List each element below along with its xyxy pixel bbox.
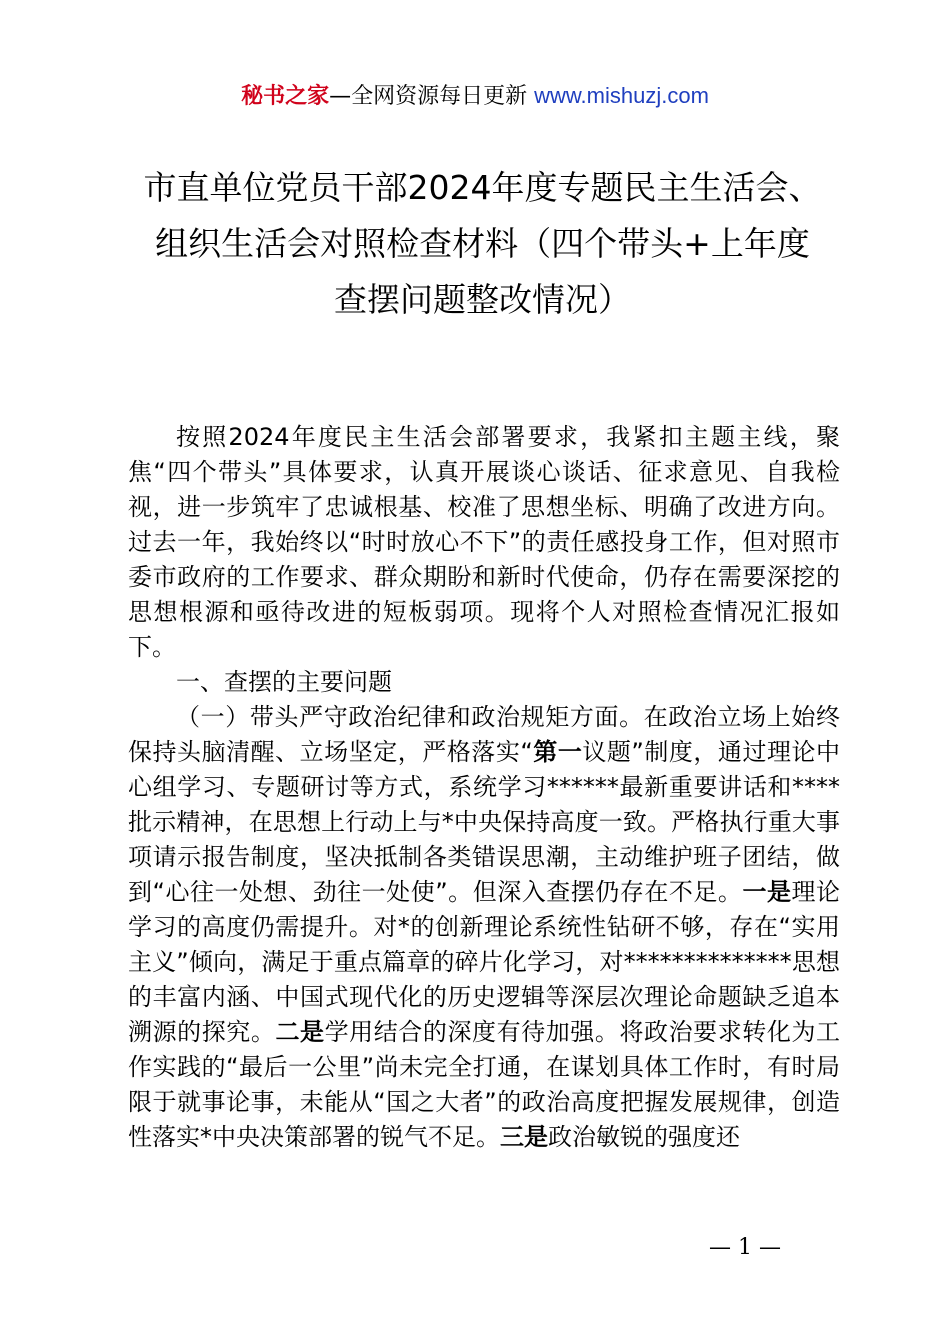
paragraph-political-discipline [128, 700, 840, 1155]
p1-text-1: （一）带头严守政治纪律和政治规矩方面。在政治立场上始终保持头脑清醒、立场坚定，严格落实“ [128, 703, 840, 766]
p1-text-5: 政治敏锐的强度还 [548, 1123, 740, 1151]
p1-bold-2: 一是 [742, 878, 792, 906]
title-line-3: 查摆问题整改情况） [334, 280, 631, 319]
site-banner [0, 80, 950, 113]
banner-brand: 秘书之家 [241, 84, 330, 109]
p1-bold-4: 三是 [500, 1123, 548, 1151]
p1-text-3: 理论学习的高度仍需提升。对*的创新理论系统性钻研不够，存在“实用主义”倾向，满足于重点篇章的碎片化学习，对**************思想的丰富内涵、中国式现代化的历史逻辑等深层次理论命题缺乏追本溯源的探究。 [128, 878, 841, 1046]
title-line-2: 组织生活会对照检查材料（四个带头+上年度 [155, 224, 810, 263]
banner-url[interactable]: www.mishuzj.com [534, 83, 709, 108]
banner-slogan: —全网资源每日更新 [329, 84, 535, 109]
intro-paragraph: 按照2024年度民主生活会部署要求，我紧扣主题主线，聚焦“四个带头”具体要求，认真开展谈心谈话、征求意见、自我检视，进一步筑牢了忠诚根基、校准了思想坐标、明确了改进方向。过去一年，我始终以“时时放心不下”的责任感投身工作，但对照市委市政府的工作要求、群众期盼和新时代使命，仍存在需要深挖的思想根源和亟待改进的短板弱项。现将个人对照检查情况汇报如下。 [128, 423, 840, 661]
section-heading-1: 一、查摆的主要问题 [176, 668, 392, 696]
p1-bold-1: 第一 [532, 738, 583, 766]
p1-text-2: 议题”制度，通过理论中心组学习、专题研讨等方式，系统学习******最新重要讲话和****批示精神，在思想上行动上与*中央保持高度一致。严格执行重大事项请示报告制度，坚决抵制各类错误思潮，主动维护班子团结，做到“心往一处想、劲往一处使”。但深入查摆仍存在不足。 [128, 738, 841, 906]
document-body [128, 420, 840, 1155]
p1-bold-3: 二是 [275, 1018, 325, 1046]
title-line-1: 市直单位党员干部2024年度专题民主生活会、 [143, 168, 822, 207]
page-number: — 1 — [709, 1235, 781, 1260]
p1-text-4: 学用结合的深度有待加强。将政治要求转化为工作实践的“最后一公里”尚未完全打通，在谋划具体工作时，有时局限于就事论事，未能从“国之大者”的政治高度把握发展规律，创造性落实*中央决策部署的锐气不足。 [128, 1018, 841, 1151]
document-title [125, 160, 840, 328]
